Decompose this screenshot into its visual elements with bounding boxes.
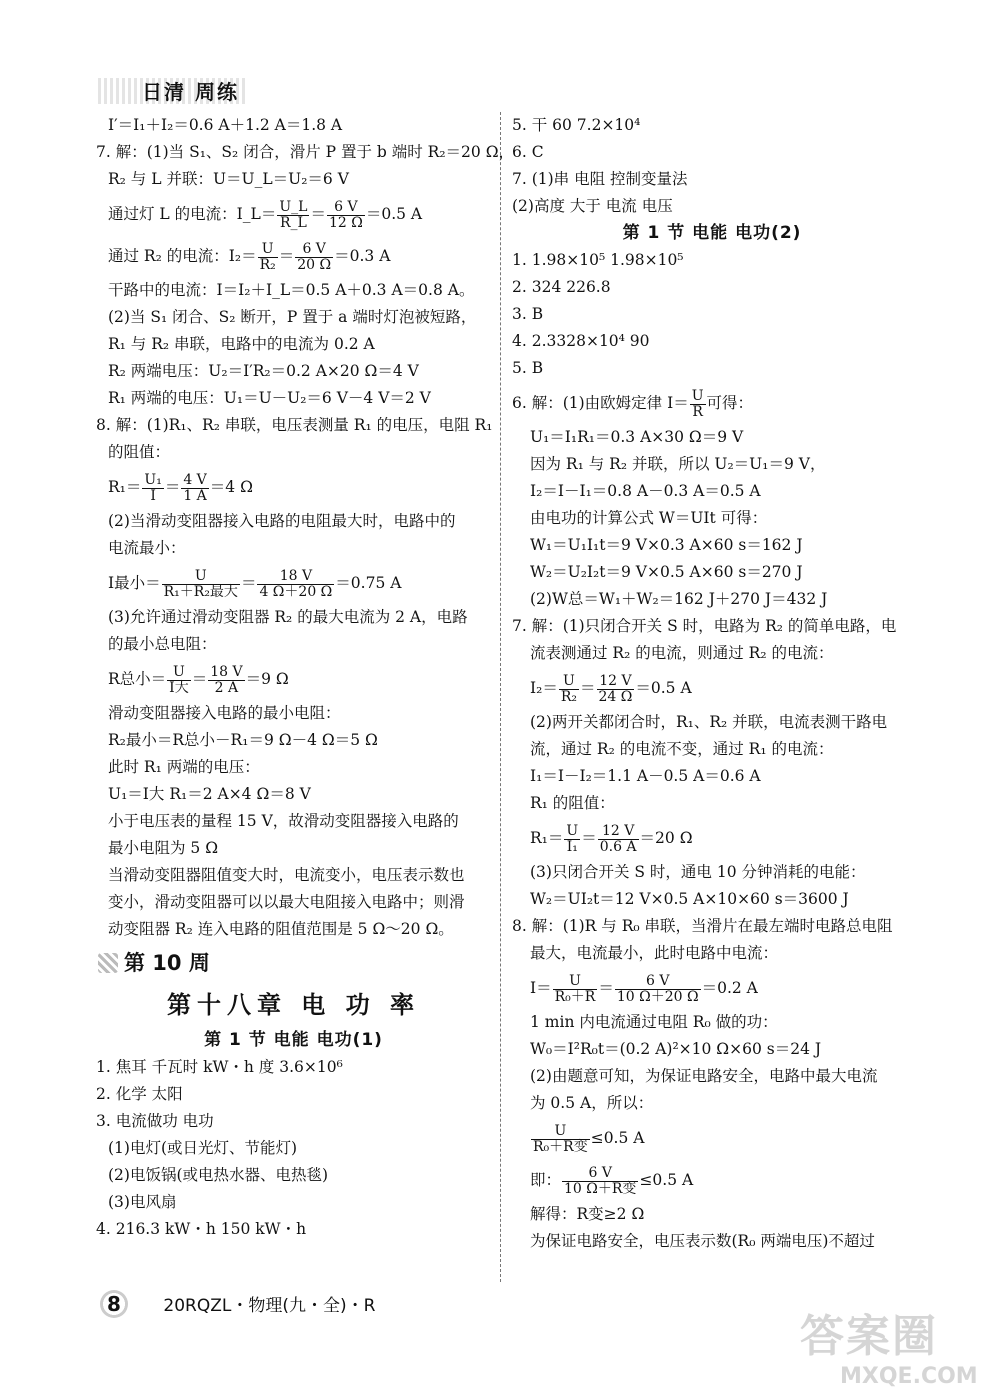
text-line: 最大，电流最小，此时电路中电流： (530, 944, 779, 962)
text-line: 干路中的电流：I＝I₂＋I_L＝0.5 A＋0.3 A＝0.8 A。 (108, 281, 475, 299)
formula-line (512, 667, 912, 709)
text: R总小＝ (108, 670, 167, 688)
numerator: U (566, 822, 579, 839)
text-line: 7. (1)串 电阻 控制变量法 (512, 170, 688, 188)
formula-line (512, 967, 912, 1009)
numerator: U (162, 569, 240, 585)
column-divider (500, 112, 502, 1282)
text-line: W₂＝UI₂t＝12 V×0.5 A×10×60 s＝3600 J (530, 890, 849, 908)
formula-line (512, 817, 912, 859)
denominator: 2 A (214, 679, 239, 696)
text-line: (2)W总＝W₁＋W₂＝162 J＋270 J＝432 J (530, 590, 828, 608)
text: ＝ (580, 679, 596, 697)
text: ＝ (191, 670, 208, 688)
denominator: 24 Ω (598, 688, 633, 705)
text-line: (2)电饭锅(或电热水器、电热毯) (108, 1166, 329, 1184)
formula-line (512, 382, 912, 424)
denominator: 10 Ω＋R变 (564, 1180, 637, 1197)
denominator: 12 Ω (328, 214, 363, 231)
text: ＝ (240, 574, 257, 592)
text: 可得： (706, 394, 754, 412)
fraction (257, 569, 334, 600)
text-line: 为 0.5 A，所以： (530, 1094, 654, 1112)
text-line: 3. 电流做功 电功 (96, 1112, 214, 1130)
watermark-logo (800, 1300, 990, 1389)
text: ＝ (598, 979, 614, 997)
text-line: 1. 焦耳 千瓦时 kW・h 度 3.6×10⁶ (96, 1058, 343, 1076)
text: ＝0.5 A (635, 679, 692, 697)
text-line: 6. C (512, 143, 544, 161)
numerator: U (691, 387, 704, 404)
section-title: 第 1 节 电能 电功(1) (204, 1030, 383, 1050)
page-footer (100, 1290, 375, 1318)
fraction (598, 824, 639, 855)
text: ≤0.5 A (590, 1129, 645, 1147)
text-line: 的最小总电阻： (108, 635, 217, 653)
text-line: W₁＝U₁I₁t＝9 V×0.3 A×60 s＝162 J (530, 536, 803, 554)
text-line: W₀＝I²R₀t＝(0.2 A)²×10 Ω×60 s＝24 J (530, 1040, 822, 1058)
left-column (96, 112, 515, 1243)
text-line: R₂ 两端电压：U₂＝I′R₂＝0.2 A×20 Ω＝4 V (108, 362, 419, 380)
denominator: R (692, 403, 703, 420)
page-number: 8 (100, 1290, 128, 1318)
text-line: I₂＝I－I₁＝0.8 A－0.3 A＝0.5 A (530, 482, 761, 500)
formula-line (96, 193, 491, 235)
week-heading (96, 943, 491, 983)
text-line: 为保证电路安全，电压表示数(R₀ 两端电压)不超过 (530, 1232, 875, 1250)
text: ＝0.5 A (365, 205, 423, 223)
denominator: R₁＋R₂最大 (163, 583, 238, 600)
text: 通过 R₂ 的电流：I₂＝ (108, 247, 257, 265)
text-line: (2)当 S₁ 闭合、S₂ 断开，P 置于 a 端时灯泡被短路， (108, 308, 477, 326)
formula-line (96, 466, 491, 508)
text-line: 的阻值： (108, 443, 171, 461)
text-line: 动变阻器 R₂ 连入电路的阻值范围是 5 Ω～20 Ω。 (108, 920, 454, 938)
text-line: 流，通过 R₂ 的电流不变，通过 R₁ 的电流： (530, 740, 834, 758)
text-line: 1. 1.98×10⁵ 1.98×10⁵ (512, 251, 684, 269)
text-line: 5. B (512, 359, 544, 377)
fraction (531, 1124, 590, 1155)
header-title: 日清 周练 (142, 80, 239, 104)
text-line: U₁＝I₁R₁＝0.3 A×30 Ω＝9 V (530, 428, 744, 446)
denominator: 20 Ω (297, 256, 332, 273)
numerator: 6 V (327, 200, 365, 216)
text-line: 因为 R₁ 与 R₂ 并联，所以 U₂＝U₁＝9 V， (530, 455, 826, 473)
numerator: 12 V (597, 674, 635, 690)
denominator: R₀＋R (554, 988, 596, 1005)
text-line: 电流最小： (108, 539, 186, 557)
fraction (562, 1166, 638, 1197)
week-title: 第 10 周 (124, 951, 210, 975)
numerator: U₁ (144, 471, 162, 488)
denominator: I₁ (566, 838, 578, 855)
text: 即： (530, 1171, 562, 1189)
numerator: U_L (279, 198, 308, 215)
denominator: 1 A (183, 487, 207, 504)
fraction (277, 200, 309, 231)
text: ＝0.75 A (335, 574, 402, 592)
text: 通过灯 L 的电流：I_L＝ (108, 205, 277, 223)
text-line: (3)电风扇 (108, 1193, 177, 1211)
numerator: U (531, 1124, 590, 1140)
text-line: (3)允许通过滑动变阻器 R₂ 的最大电流为 2 A，电路 (108, 608, 468, 626)
fraction (553, 974, 598, 1005)
chapter-title: 第十八章 电 功 率 (166, 991, 421, 1019)
text-line: 8. 解：(1)R 与 R₀ 串联，当滑片在最左端时电路总电阻 (512, 917, 893, 935)
fraction (559, 674, 579, 705)
fraction (162, 569, 240, 600)
text: R₁＝ (108, 478, 142, 496)
fraction (327, 200, 365, 231)
text: ＝9 Ω (245, 670, 289, 688)
text: ＝ (310, 205, 326, 223)
formula-line (512, 1159, 912, 1201)
book-code: 20RQZL・物理(九・全)・R (163, 1296, 376, 1316)
text-line: 1 min 内电流通过电阻 R₀ 做的功： (530, 1013, 778, 1031)
denominator: 4 Ω＋20 Ω (259, 583, 333, 600)
text-line: 5. 干 60 7.2×10⁴ (512, 116, 641, 134)
denominator: R₂ (259, 256, 276, 273)
numerator: U (559, 674, 579, 690)
text-line: (2)高度 大于 电流 电压 (512, 197, 673, 215)
text-line: 2. 324 226.8 (512, 278, 611, 296)
fraction (167, 665, 191, 696)
text-line: 流表测通过 R₂ 的电流，则通过 R₂ 的电流： (530, 644, 834, 662)
denominator: R_L (279, 214, 307, 231)
text-line: (1)电灯(或日光灯、节能灯) (108, 1139, 298, 1157)
text-line: R₁ 两端的电压：U₁＝U－U₂＝6 V－4 V＝2 V (108, 389, 431, 407)
text-line: U₁＝I大 R₁＝2 A×4 Ω＝8 V (108, 785, 311, 803)
text-line: 滑动变阻器接入电路的最小电阻： (108, 704, 341, 722)
numerator: U (258, 242, 278, 258)
numerator: 12 V (598, 824, 639, 840)
text: ＝20 Ω (639, 829, 693, 847)
text: ＝ (164, 478, 181, 496)
week-marker-icon (98, 953, 118, 973)
watermark-text: 答案圈 (800, 1311, 938, 1362)
fraction (181, 473, 208, 504)
denominator: I (150, 487, 156, 504)
text: ＝ (581, 829, 597, 847)
numerator: U (553, 974, 598, 990)
fraction (208, 665, 244, 696)
denominator: R₂ (560, 688, 577, 705)
right-column (512, 112, 912, 1255)
fraction (615, 974, 701, 1005)
text-line: 最小电阻为 5 Ω (108, 839, 219, 857)
text-line: R₂最小＝R总小－R₁＝9 Ω－4 Ω＝5 Ω (108, 731, 378, 749)
text-line: I₁＝I－I₂＝1.1 A－0.5 A＝0.6 A (530, 767, 761, 785)
denominator: I大 (169, 679, 189, 696)
text: I最小＝ (108, 574, 161, 592)
numerator: 18 V (257, 569, 334, 585)
text-line: 解得：R变≥2 Ω (530, 1205, 645, 1223)
denominator: 10 Ω＋20 Ω (616, 988, 699, 1005)
text-line: (2)当滑动变阻器接入电路的电阻最大时，电路中的 (108, 512, 456, 530)
text-line: 4. 216.3 kW・h 150 kW・h (96, 1220, 307, 1238)
text: ＝0.3 A (334, 247, 391, 265)
text: ＝0.2 A (701, 979, 758, 997)
text-line: 2. 化学 太阳 (96, 1085, 183, 1103)
formula-line (96, 562, 491, 604)
text-line: 由电功的计算公式 W＝UIt 可得： (530, 509, 768, 527)
text-line: R₁ 的阻值： (530, 794, 615, 812)
denominator: 0.6 A (599, 838, 637, 855)
text-line: (3)只闭合开关 S 时，通电 10 分钟消耗的电能： (530, 863, 866, 881)
text-line: 变小，滑动变阻器可以以最大电阻接入电路中；则滑 (108, 893, 465, 911)
numerator: U (167, 665, 191, 681)
text-line: 当滑动变阻器阻值变大时，电流变小，电压表示数也 (108, 866, 465, 884)
fraction (690, 389, 706, 420)
text-line: (2)由题意可知，为保证电路安全，电路中最大电流 (530, 1067, 878, 1085)
section-title: 第 1 节 电能 电功(2) (622, 223, 802, 243)
formula-line (96, 235, 491, 277)
numerator: 6 V (562, 1166, 638, 1182)
watermark-url: MXQE.COM (840, 1364, 978, 1389)
page-header (98, 72, 258, 108)
text-line: I′＝I₁＋I₂＝0.6 A＋1.2 A＝1.8 A (108, 116, 343, 134)
text-line: 此时 R₁ 两端的电压： (108, 758, 260, 776)
text-line: 7. 解：(1)当 S₁、S₂ 闭合，滑片 P 置于 b 端时 R₂＝20 Ω， (96, 143, 515, 161)
text-line: (2)两开关都闭合时，R₁、R₂ 并联，电流表测干路电 (530, 713, 888, 731)
text-line: 8. 解：(1)R₁、R₂ 串联，电压表测量 R₁ 的电压，电阻 R₁ (96, 416, 493, 434)
fraction (597, 674, 635, 705)
text-line: 小于电压表的量程 15 V，故滑动变阻器接入电路的 (108, 812, 459, 830)
text-line: 4. 2.3328×10⁴ 90 (512, 332, 650, 350)
text: R₁＝ (530, 829, 564, 847)
fraction (142, 473, 163, 504)
text: 6. 解：(1)由欧姆定律 I＝ (512, 394, 689, 412)
numerator: 6 V (615, 974, 701, 990)
text: ＝4 Ω (209, 478, 253, 496)
fraction (295, 242, 333, 273)
formula-line (96, 658, 491, 700)
text: ＝ (278, 247, 295, 265)
denominator: R₀＋R变 (533, 1138, 588, 1155)
fraction (258, 242, 278, 273)
text: ≤0.5 A (639, 1171, 694, 1189)
text-line: R₁ 与 R₂ 串联，电路中的电流为 0.2 A (108, 335, 375, 353)
numerator: 6 V (295, 242, 333, 258)
text-line: R₂ 与 L 并联：U＝U_L＝U₂＝6 V (108, 170, 349, 188)
text-line: 3. B (512, 305, 544, 323)
numerator: 18 V (210, 663, 243, 680)
text: I＝ (530, 979, 552, 997)
numerator: 4 V (183, 471, 207, 488)
fraction (564, 824, 580, 855)
formula-line (512, 1117, 912, 1159)
text-line: 7. 解：(1)只闭合开关 S 时，电路为 R₂ 的简单电路，电 (512, 617, 897, 635)
text-line: W₂＝U₂I₂t＝9 V×0.5 A×60 s＝270 J (530, 563, 803, 581)
text: I₂＝ (530, 679, 558, 697)
